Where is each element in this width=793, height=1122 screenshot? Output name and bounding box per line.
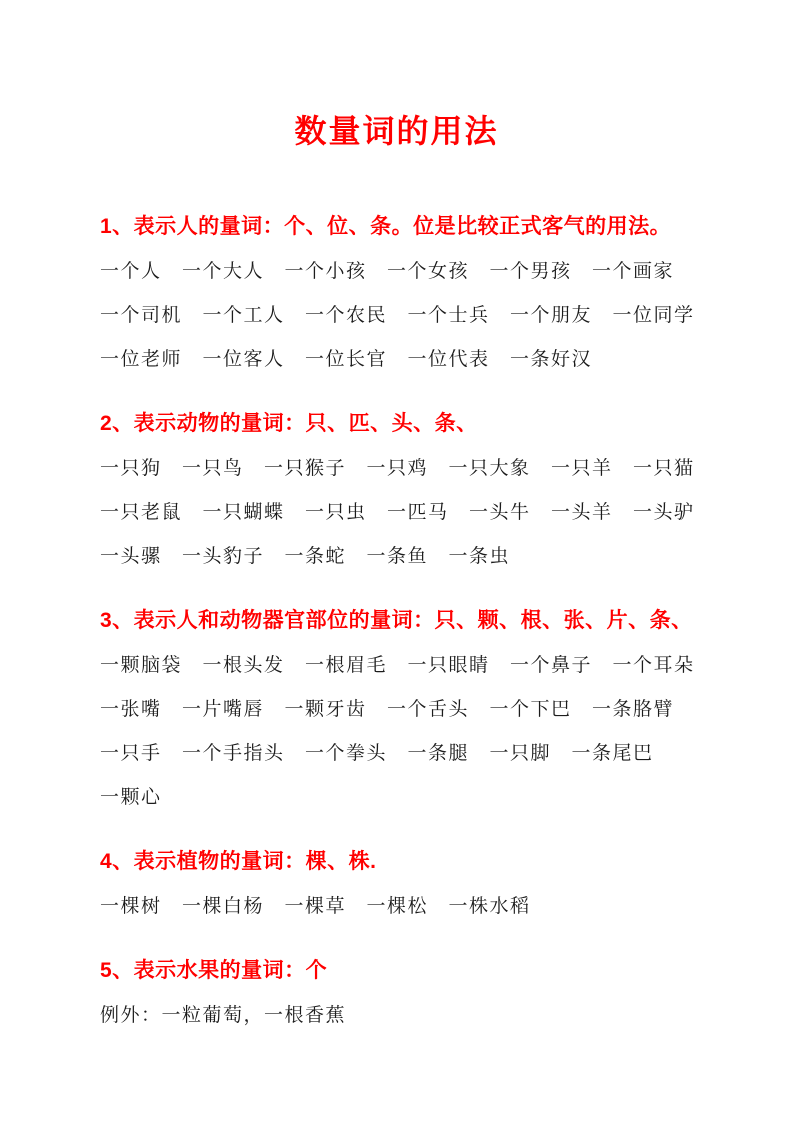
example-row: 一只老鼠 一只蝴蝶 一只虫 一匹马 一头牛 一头羊 一头驴 [100,501,695,523]
example-row: 例外：一粒葡萄，一根香蕉 [100,1004,347,1026]
section-heading: 3、表示人和动物器官部位的量词：只、颗、根、张、片、条、 [100,609,693,632]
example-row: 一颗心 [100,786,162,808]
section-fruit-measure-words [100,954,705,1027]
example-row: 一棵树 一棵白杨 一棵草 一棵松 一株水稻 [100,895,531,917]
section-heading: 4、表示植物的量词：棵、株. [100,850,377,873]
example-row: 一个人 一个大人 一个小孩 一个女孩 一个男孩 一个画家 [100,260,675,282]
section-heading: 2、表示动物的量词：只、匹、头、条、 [100,412,478,435]
section-people-measure-words [100,210,705,371]
example-row: 一颗脑袋 一根头发 一根眉毛 一只眼睛 一个鼻子 一个耳朵 [100,654,695,676]
page-title: 数量词的用法 [294,113,499,149]
document-body [100,210,705,1027]
section-heading: 1、表示人的量词：个、位、条。位是比较正式客气的用法。 [100,215,672,238]
section-animal-measure-words [100,407,705,568]
example-row: 一个司机 一个工人 一个农民 一个士兵 一个朋友 一位同学 [100,304,695,326]
example-row: 一头骡 一头豹子 一条蛇 一条鱼 一条虫 [100,545,511,567]
section-heading: 5、表示水果的量词：个 [100,959,328,982]
example-row: 一只手 一个手指头 一个拳头 一条腿 一只脚 一条尾巴 [100,742,654,764]
example-row: 一只狗 一只鸟 一只猴子 一只鸡 一只大象 一只羊 一只猫 [100,457,695,479]
example-row: 一位老师 一位客人 一位长官 一位代表 一条好汉 [100,348,593,370]
section-body-part-measure-words [100,604,705,809]
example-row: 一张嘴 一片嘴唇 一颗牙齿 一个舌头 一个下巴 一条胳臂 [100,698,675,720]
section-plant-measure-words [100,845,705,918]
